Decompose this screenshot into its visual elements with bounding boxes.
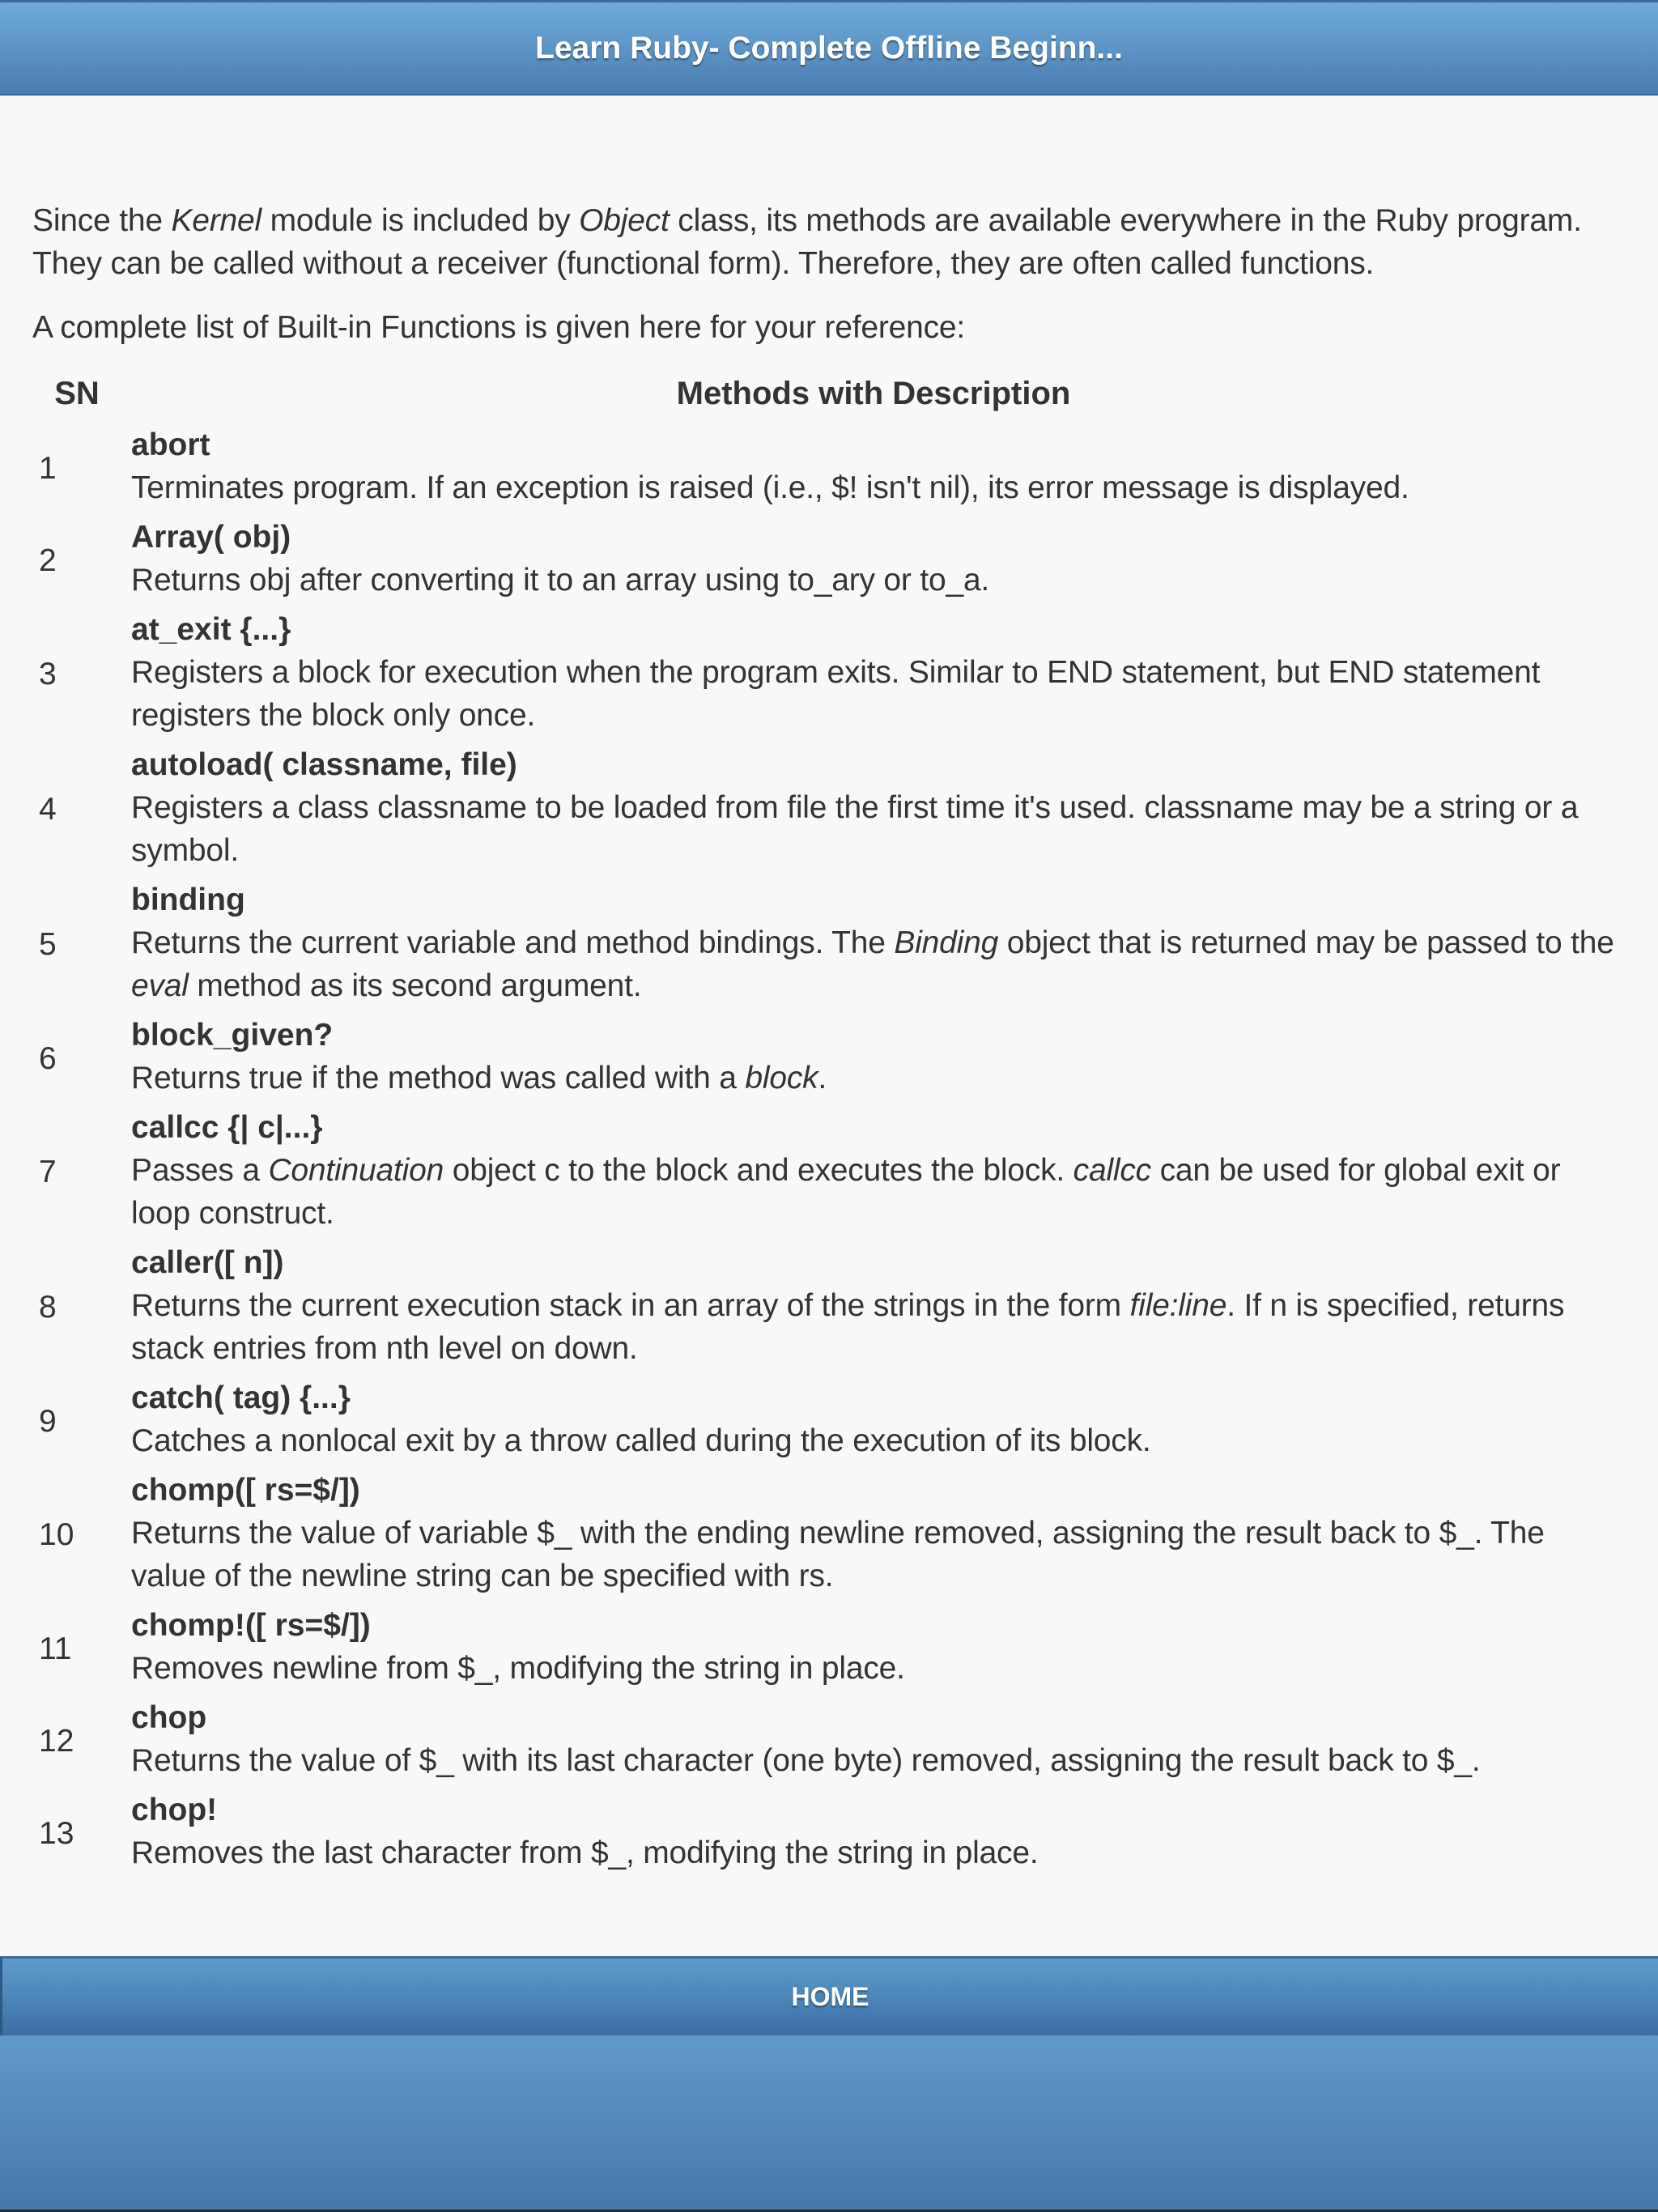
row-method-cell — [121, 1012, 1626, 1104]
method-name: at_exit {...} — [131, 612, 291, 647]
method-name: chomp([ rs=$/]) — [131, 1473, 360, 1508]
table-row — [32, 1695, 1626, 1787]
methods-table-body — [32, 422, 1626, 1879]
table-header-row — [32, 370, 1626, 422]
text-segment: Terminates program. If an exception is raised (i.e., $! isn't nil), its error message is displayed. — [131, 470, 1409, 505]
table-row — [32, 1240, 1626, 1375]
method-name: binding — [131, 883, 245, 917]
table-row — [32, 514, 1626, 606]
table-row — [32, 742, 1626, 877]
table-row — [32, 1602, 1626, 1695]
bottom-background-area — [0, 2035, 1658, 2212]
emphasis-text: eval — [131, 968, 189, 1003]
row-serial-number: 10 — [39, 1517, 74, 1552]
row-serial-number: 4 — [39, 792, 57, 827]
row-serial-number: 3 — [39, 657, 57, 691]
emphasis-text: block — [745, 1061, 818, 1095]
text-segment: Registers a class classname to be loaded from file the first time it's used. classname may be a string or a symbol. — [131, 790, 1579, 868]
text-segment: class, its methods are available everywhere in the Ruby program. They can be called without a receiver (functional form). Therefore, they are often called functions. — [32, 203, 1582, 281]
table-row — [32, 606, 1626, 742]
method-name: block_given? — [131, 1018, 334, 1053]
row-serial-number: 12 — [39, 1723, 74, 1759]
method-name: Array( obj) — [131, 520, 291, 555]
text-segment: object c to the block and executes the block. — [444, 1153, 1073, 1188]
text-segment: Passes a — [131, 1153, 269, 1188]
text-segment: Returns the value of $_ with its last character (one byte) removed, assigning the result back to $_. — [131, 1743, 1481, 1778]
method-description — [131, 466, 1626, 509]
text-segment: can be used for global exit or loop construct. — [131, 1153, 1561, 1231]
row-method-cell — [121, 1602, 1626, 1695]
row-method-cell — [121, 742, 1626, 877]
row-serial-number: 8 — [39, 1290, 57, 1325]
method-description — [131, 1419, 1626, 1462]
row-serial-number: 5 — [39, 927, 57, 962]
text-segment: . — [818, 1061, 827, 1095]
content-scroll-area[interactable] — [0, 96, 1658, 1956]
method-description — [131, 559, 1626, 602]
row-serial-number: 1 — [39, 450, 57, 486]
row-method-cell — [121, 606, 1626, 742]
app-header — [0, 0, 1658, 96]
method-description — [131, 651, 1626, 737]
emphasis-text: Object — [579, 203, 670, 238]
text-segment: method as its second argument. — [188, 968, 642, 1003]
method-name: chop! — [131, 1793, 218, 1827]
method-description — [131, 786, 1626, 872]
column-header-methods: Methods with Description — [676, 376, 1071, 411]
row-method-cell — [121, 1787, 1626, 1879]
method-description — [131, 1647, 1626, 1690]
text-segment: Returns the current variable and method bindings. The — [131, 925, 895, 960]
table-row — [32, 1467, 1626, 1602]
text-segment: Returns obj after converting it to an array using to_ary or to_a. — [131, 563, 990, 598]
text-segment: Returns the current execution stack in an array of the strings in the form — [131, 1288, 1130, 1323]
column-header-sn: SN — [54, 376, 100, 411]
row-method-cell — [121, 1467, 1626, 1602]
row-serial-number: 11 — [39, 1631, 72, 1666]
method-name: autoload( classname, file) — [131, 747, 517, 782]
method-description — [131, 1057, 1626, 1100]
method-description — [131, 1284, 1626, 1370]
text-segment: Catches a nonlocal exit by a throw called during the execution of its block. — [131, 1423, 1151, 1458]
row-method-cell — [121, 1695, 1626, 1787]
emphasis-text: Binding — [894, 925, 999, 960]
home-button[interactable]: HOME — [791, 1982, 869, 2011]
row-method-cell — [121, 1104, 1626, 1240]
text-segment: Since the — [32, 203, 172, 238]
text-segment: Returns true if the method was called with a — [131, 1061, 746, 1095]
row-serial-number: 7 — [39, 1155, 57, 1189]
method-name: abort — [131, 428, 210, 462]
row-serial-number: 6 — [39, 1040, 57, 1076]
method-description — [131, 921, 1626, 1007]
row-method-cell — [121, 1375, 1626, 1467]
reference-note: A complete list of Built-in Functions is given here for your reference: — [32, 310, 966, 345]
row-serial-number: 13 — [39, 1815, 74, 1851]
text-segment: . If n is specified, returns stack entries from nth level on down. — [131, 1288, 1565, 1366]
text-segment: Removes the last character from $_, modifying the string in place. — [131, 1836, 1039, 1870]
table-row — [32, 877, 1626, 1012]
method-name: chomp!([ rs=$/]) — [131, 1608, 371, 1643]
method-description — [131, 1739, 1626, 1782]
method-description — [131, 1831, 1626, 1874]
text-segment: module is included by — [261, 203, 580, 238]
table-row — [32, 422, 1626, 514]
emphasis-text: Kernel — [171, 203, 261, 238]
text-segment: object that is returned may be passed to the — [998, 925, 1614, 960]
emphasis-text: Continuation — [268, 1153, 444, 1188]
method-description — [131, 1149, 1626, 1235]
method-name: catch( tag) {...} — [131, 1380, 351, 1415]
row-method-cell — [121, 1240, 1626, 1375]
table-row — [32, 1012, 1626, 1104]
method-name: chop — [131, 1700, 207, 1735]
methods-table — [32, 370, 1626, 1879]
row-serial-number: 2 — [39, 542, 57, 578]
intro-paragraph — [32, 199, 1626, 285]
row-method-cell — [121, 422, 1626, 514]
text-segment: Registers a block for execution when the program exits. Similar to END statement, but END statement registers the block only once. — [131, 655, 1541, 733]
method-name: caller([ n]) — [131, 1245, 284, 1280]
page-title: Learn Ruby- Complete Offline Beginn... — [535, 30, 1123, 66]
table-row — [32, 1104, 1626, 1240]
text-segment: Removes newline from $_, modifying the string in place. — [131, 1651, 905, 1686]
method-name: callcc {| c|...} — [131, 1110, 323, 1145]
footer-nav-bar — [0, 1956, 1658, 2035]
row-method-cell — [121, 877, 1626, 1012]
text-segment: Returns the value of variable $_ with the ending newline removed, assigning the result back to $_. The value of the newline string can be specified with rs. — [131, 1516, 1545, 1593]
row-serial-number: 9 — [39, 1403, 57, 1439]
table-row — [32, 1375, 1626, 1467]
emphasis-text: file:line — [1129, 1288, 1227, 1323]
row-method-cell — [121, 514, 1626, 606]
emphasis-text: callcc — [1073, 1153, 1151, 1188]
table-row — [32, 1787, 1626, 1879]
method-description — [131, 1512, 1626, 1597]
